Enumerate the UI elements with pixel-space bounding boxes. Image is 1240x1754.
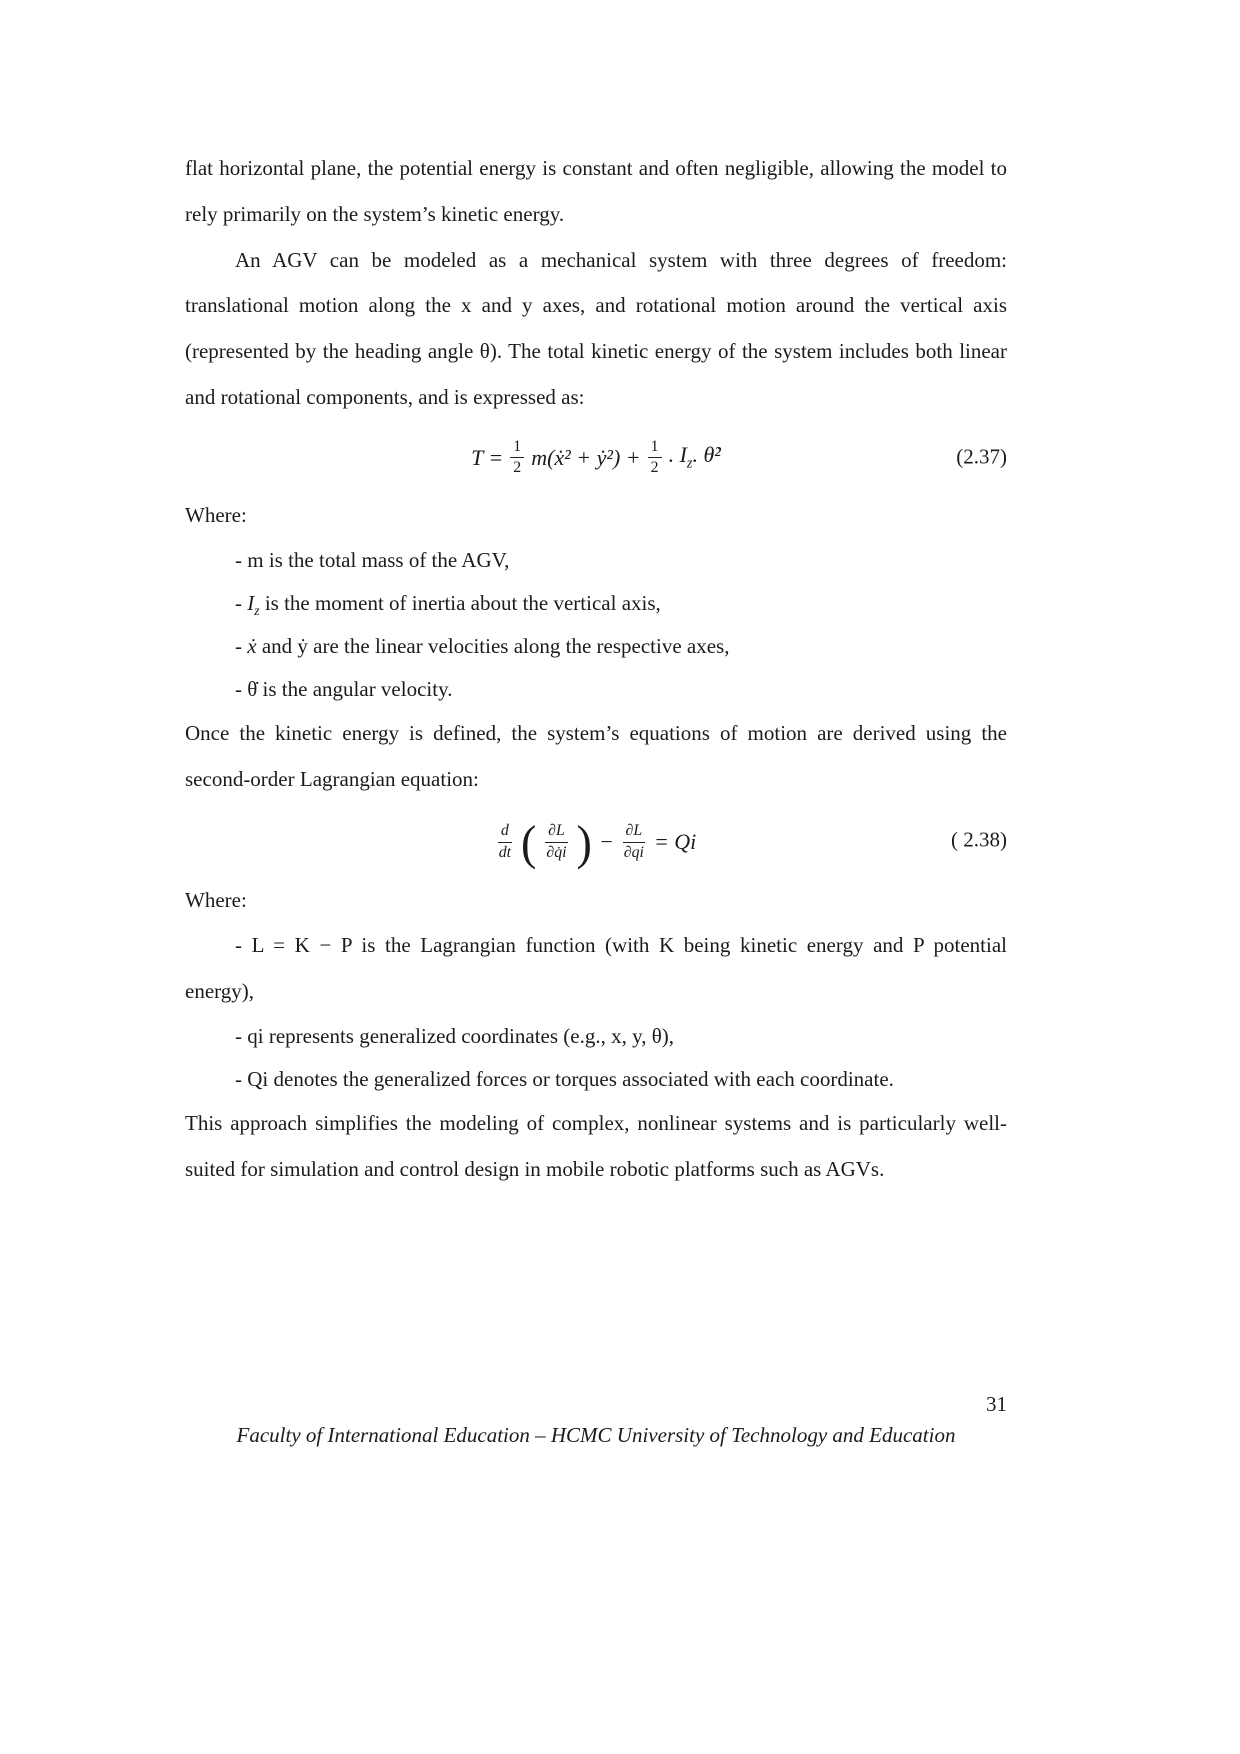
equation-2-37-body	[471, 437, 721, 479]
paragraph-lagrangian-intro: Once the kinetic energy is defined, the system’s equations of motion are derived using the second-order Lagrangian equation:	[185, 720, 1007, 791]
fraction-numerator: 1	[510, 437, 524, 459]
page-footer	[185, 1392, 1007, 1448]
equation-rhs: = Qi	[653, 829, 697, 855]
fraction-numerator: 1	[648, 437, 662, 459]
definition-list-kinetic	[185, 539, 1007, 711]
where-label: Where:	[185, 502, 247, 527]
list-item-generalized-coordinates: - qi represents generalized coordinates (e.g., x, y, θ),	[235, 1023, 675, 1048]
fraction-numerator: d	[498, 821, 512, 843]
footer-affiliation: Faculty of International Education – HCMC University of Technology and Education	[236, 1423, 956, 1447]
equation-kinetic-energy	[185, 421, 1007, 493]
equation-mid: m(ẋ² + ẏ²) +	[531, 444, 641, 470]
list-item-inertia: - $I_z$ is the moment of inertia about the vertical axis,	[235, 590, 661, 618]
fraction-denominator: ∂qi	[623, 843, 644, 861]
fraction-numerator: ∂L	[623, 821, 646, 843]
equation-tail: . $I_z$. θ̇²	[668, 442, 721, 472]
list-item-mass: - m is the total mass of the AGV,	[235, 547, 510, 572]
list-item-velocities: - ẋ and ẏ are the linear velocities along the respective axes,	[235, 633, 730, 658]
equation-number: ( 2.38)	[951, 827, 1007, 852]
fraction-dL-dq	[621, 821, 647, 863]
equation-2-38-body	[496, 815, 697, 869]
list-item-generalized-forces: - Qi denotes the generalized forces or torques associated with each coordinate.	[235, 1066, 894, 1091]
fraction-d-dt	[496, 821, 514, 863]
equation-number: (2.37)	[956, 444, 1007, 469]
paragraph-potential-energy: flat horizontal plane, the potential energy is constant and often negligible, allowing the model to rely primarily on the system’s kinetic energy.	[185, 156, 1007, 226]
fraction-denominator: ∂q̇i	[546, 843, 567, 861]
fraction-denominator: 2	[650, 459, 659, 477]
page-number: 31	[986, 1392, 1007, 1416]
minus-sign: −	[598, 829, 614, 855]
right-paren: )	[576, 815, 592, 869]
fraction-one-half	[648, 437, 662, 479]
fraction-denominator: 2	[513, 459, 522, 477]
equation-lagrangian	[185, 802, 1007, 877]
equation-lhs: T =	[471, 444, 504, 470]
list-item-lagrangian-function: - L = K − P is the Lagrangian function (with K being kinetic energy and P potential energy),	[185, 933, 1007, 1004]
paragraph-agv-model: An AGV can be modeled as a mechanical system with three degrees of freedom: translational motion along the x and y axes, and rotational motion around the vertical axis (represented by the heading angle θ). The total kinetic energy of the system includes both linear and rotational components, and is expressed as:	[185, 247, 1007, 409]
where-label: Where:	[185, 887, 247, 912]
paragraph-conclusion: This approach simplifies the modeling of complex, nonlinear systems and is particularly well-suited for simulation and control design in mobile robotic platforms such as AGVs.	[185, 1110, 1007, 1181]
page-content	[185, 146, 1007, 1193]
list-item-angular-velocity: - θ̇ is the angular velocity.	[235, 676, 453, 701]
fraction-dL-dqdot	[543, 821, 569, 863]
fraction-denominator: dt	[498, 843, 512, 861]
fraction-one-half	[510, 437, 524, 479]
fraction-numerator: ∂L	[545, 821, 568, 843]
left-paren: (	[521, 815, 537, 869]
